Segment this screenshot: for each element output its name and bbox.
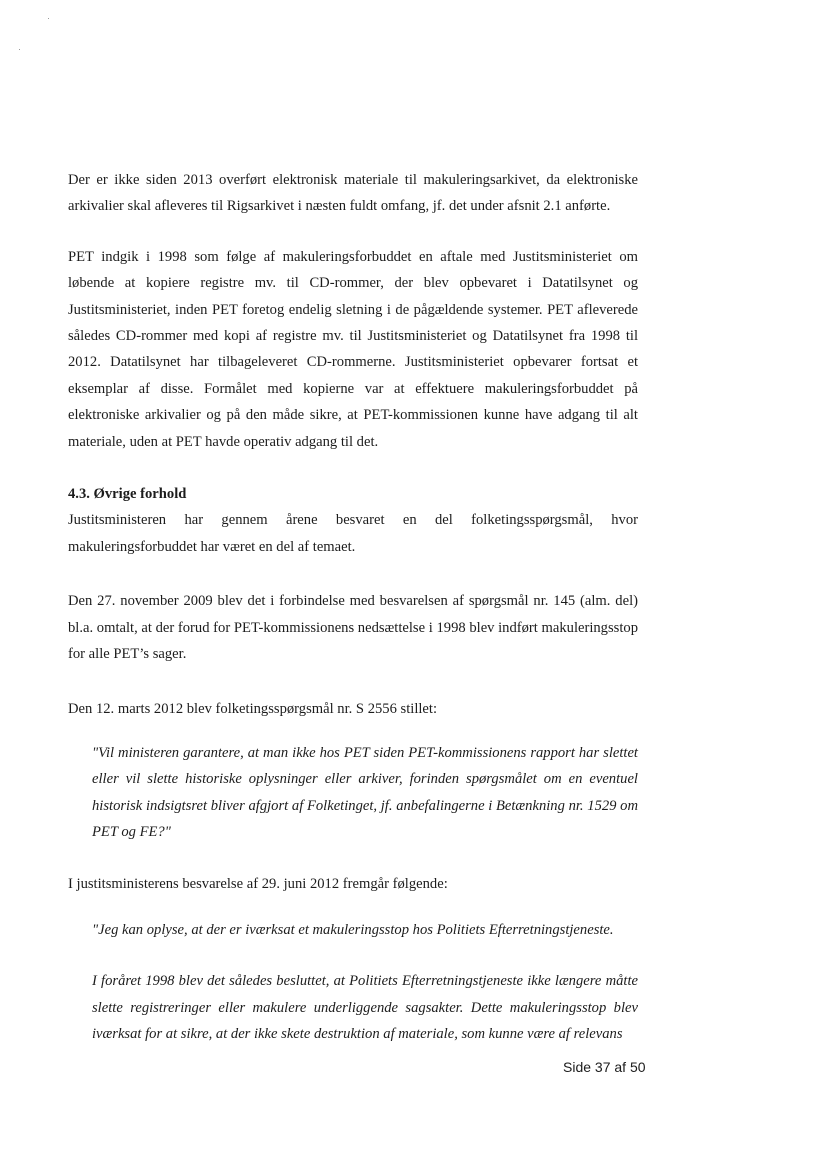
- paragraph-november-2009: Den 27. november 2009 blev det i forbindelse med besvarelsen af spørgsmål nr. 145 (alm. del) bl.a. omtalt, at der forud for PET-kommissionens nedsættelse i 1998 blev indført makuleringsstop for alle PET’s sager.: [68, 593, 638, 663]
- section-heading: 4.3. Øvrige forhold: [68, 486, 187, 503]
- page-body: [68, 167, 638, 1048]
- quote-answer-body: I foråret 1998 blev det således besluttet, at Politiets Efterretningstjeneste ikke længere måtte slette registreringer eller makulere underliggende sagsakter. Dette makuleringsstop blev iværksat for at sikre, at der ikke skete destruktion af materiale, som kunne være af relevans: [92, 973, 638, 1043]
- paragraph-minister-answer: I justitsministerens besvarelse af 29. juni 2012 fremgår følgende:: [68, 875, 448, 892]
- page-number: Side 37 af 50: [563, 1059, 646, 1075]
- scan-speck: [48, 18, 49, 19]
- paragraph-march-2012: Den 12. marts 2012 blev folketingsspørgsmål nr. S 2556 stillet:: [68, 700, 438, 717]
- paragraph-parliamentary-questions: Justitsministeren har gennem årene besvaret en del folketingsspørgsmål, hvor makuleringsforbuddet har været en del af temaet.: [68, 512, 638, 555]
- paragraph-electronic-material: Der er ikke siden 2013 overført elektronisk materiale til makuleringsarkivet, da elektroniske arkivalier skal afleveres til Rigsarkivet i næsten fuldt omfang, jf. det under afsnit 2.1 anførte.: [68, 172, 638, 215]
- paragraph-cd-rom-agreement: PET indgik i 1998 som følge af makuleringsforbuddet en aftale med Justitsministeriet om løbende at kopiere registre mv. til CD-rommer, der blev opbevaret i Datatilsynet og Justitsministeriet, inden PET foretog endelig sletning i de pågældende systemer. PET afleverede således CD-rommer med kopi af registre mv. til Justitsministeriet og Datatilsynet fra 1998 til 2012. Datatilsynet har tilbageleveret CD-rommerne. Justitsministeriet opbevarer fortsat et eksemplar af disse. Formålet med kopierne var at effektuere makuleringsforbuddet på elektroniske arkivalier og på den måde sikre, at PET-kommissionen kunne have adgang til alt materiale, uden at PET havde operativ adgang til det.: [68, 248, 638, 450]
- quote-question-s2556: "Vil ministeren garantere, at man ikke hos PET siden PET-kommissionens rapport har slettet eller vil slette historiske oplysninger eller arkiver, forinden spørgsmålet om en eventuel historisk indsigtsret bliver afgjort af Folketinget, jf. anbefalingerne i Betænkning nr. 1529 om PET og FE?": [92, 744, 638, 841]
- scan-speck: [19, 49, 20, 50]
- quote-answer-intro: "Jeg kan oplyse, at der er iværksat et makuleringsstop hos Politiets Efterretningstjeneste.: [92, 921, 614, 938]
